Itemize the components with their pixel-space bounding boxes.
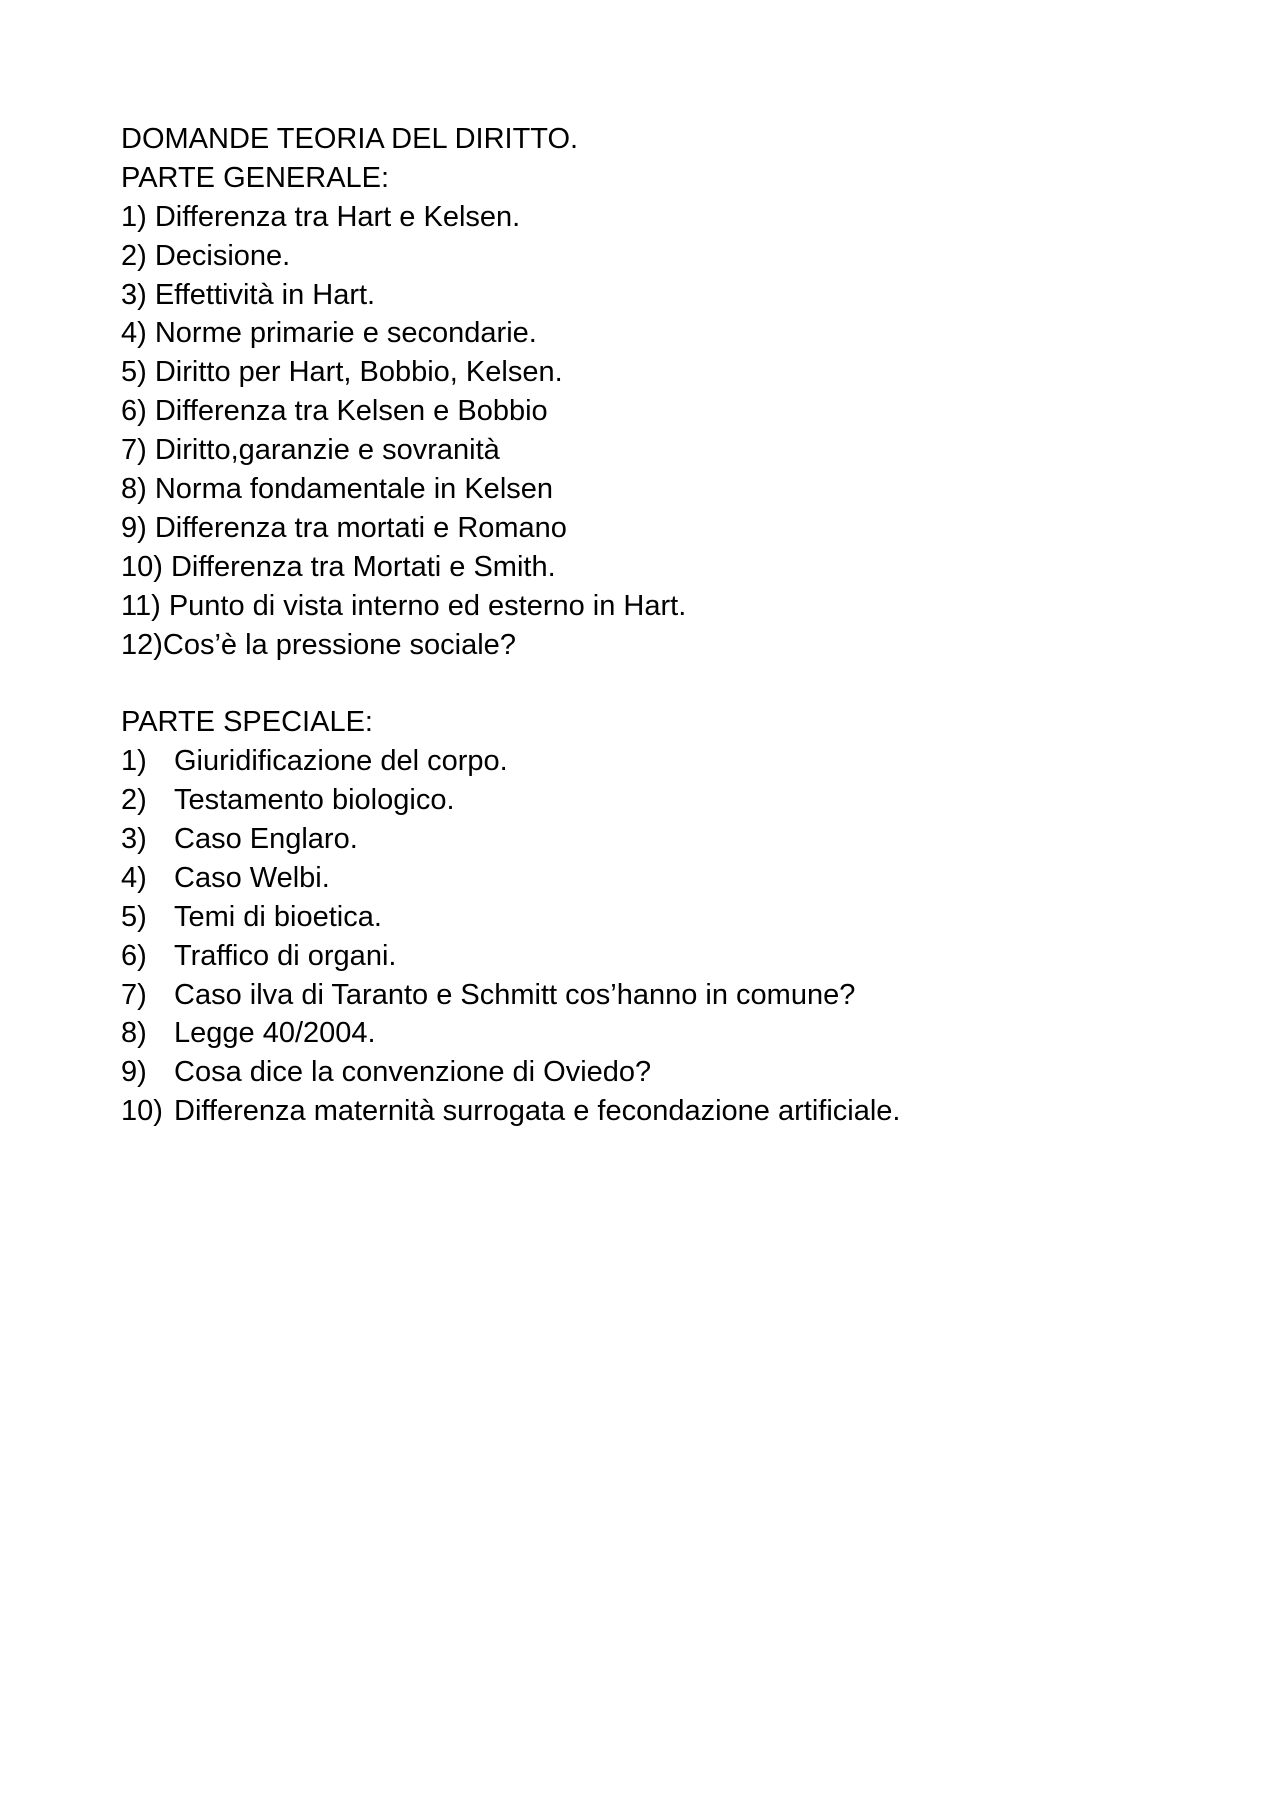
special-question-list xyxy=(121,742,1221,1131)
special-question xyxy=(121,1053,1221,1092)
general-question: 5) Diritto per Hart, Bobbio, Kelsen. xyxy=(121,356,563,389)
special-question-number: 8) xyxy=(121,1017,147,1050)
general-question: 12)Cos’è la pressione sociale? xyxy=(121,628,516,661)
document-content xyxy=(121,120,1221,1131)
general-question: 2) Decisione. xyxy=(121,239,291,272)
special-question-text: Giuridificazione del corpo. xyxy=(174,745,508,778)
general-section-heading: PARTE GENERALE: xyxy=(121,161,390,194)
general-question: 4) Norme primarie e secondarie. xyxy=(121,317,537,350)
special-question-number: 4) xyxy=(121,861,147,894)
general-question: 9) Differenza tra mortati e Romano xyxy=(121,511,567,544)
section-spacer xyxy=(121,664,1221,703)
special-question xyxy=(121,781,1221,820)
special-question-text: Temi di bioetica. xyxy=(174,900,382,933)
special-question-number: 6) xyxy=(121,939,147,972)
general-question: 8) Norma fondamentale in Kelsen xyxy=(121,473,554,506)
special-question-text: Caso Welbi. xyxy=(174,861,330,894)
special-question-text: Caso ilva di Taranto e Schmitt cos’hanno in comune? xyxy=(174,978,856,1011)
special-question xyxy=(121,1092,1221,1131)
special-question xyxy=(121,859,1221,898)
special-question xyxy=(121,742,1221,781)
general-question: 7) Diritto,garanzie e sovranità xyxy=(121,434,500,467)
special-question-text: Cosa dice la convenzione di Oviedo? xyxy=(174,1056,652,1089)
special-question xyxy=(121,820,1221,859)
general-question: 1) Differenza tra Hart e Kelsen. xyxy=(121,200,521,233)
special-question-text: Testamento biologico. xyxy=(174,784,455,817)
special-question-number: 9) xyxy=(121,1056,147,1089)
general-question: 11) Punto di vista interno ed esterno in Hart. xyxy=(121,589,687,622)
general-question-list xyxy=(121,198,1221,665)
document-title: DOMANDE TEORIA DEL DIRITTO. xyxy=(121,123,579,155)
special-question-text: Traffico di organi. xyxy=(174,939,397,972)
special-question-number: 5) xyxy=(121,900,147,933)
special-question-number: 3) xyxy=(121,823,147,856)
special-question-text: Legge 40/2004. xyxy=(174,1017,376,1050)
general-question: 10) Differenza tra Mortati e Smith. xyxy=(121,550,556,583)
special-question-number: 7) xyxy=(121,978,147,1011)
special-question-number: 1) xyxy=(121,745,147,778)
special-question-number: 2) xyxy=(121,784,147,817)
special-question-text: Caso Englaro. xyxy=(174,823,358,856)
special-question-number: 10) xyxy=(121,1095,163,1128)
special-question xyxy=(121,976,1221,1015)
special-question xyxy=(121,1014,1221,1053)
general-question: 6) Differenza tra Kelsen e Bobbio xyxy=(121,395,548,428)
special-question xyxy=(121,937,1221,976)
special-section-heading: PARTE SPECIALE: xyxy=(121,706,373,739)
special-question xyxy=(121,898,1221,937)
general-question: 3) Effettività in Hart. xyxy=(121,278,376,311)
special-question-text: Differenza maternità surrogata e fecondazione artificiale. xyxy=(174,1095,901,1128)
